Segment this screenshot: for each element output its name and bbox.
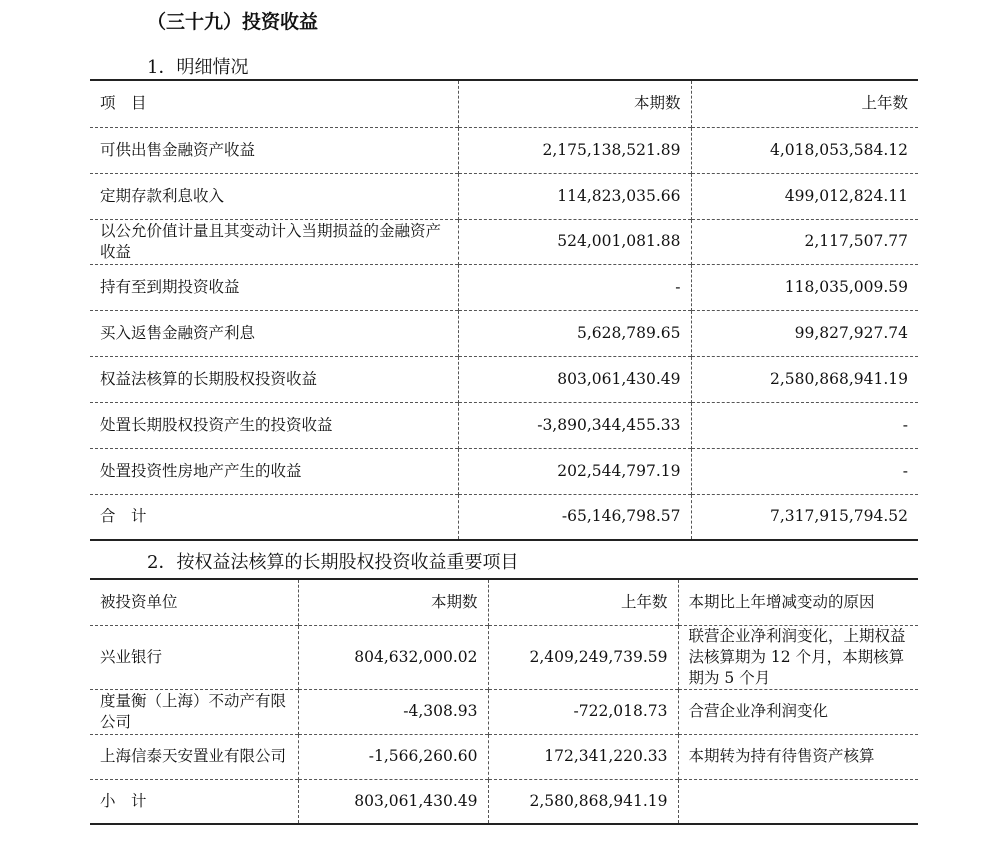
row-item: 处置长期股权投资产生的投资收益	[90, 402, 458, 448]
row-current: -	[458, 264, 691, 310]
header-prior: 上年数	[691, 80, 918, 127]
table-row	[90, 356, 918, 402]
header-prior: 上年数	[488, 579, 678, 625]
row-prior: 4,018,053,584.12	[691, 127, 918, 173]
section-title: （三十九）投资收益	[147, 11, 319, 33]
subtotal-current: 803,061,430.49	[298, 779, 488, 824]
row-current: 803,061,430.49	[458, 356, 691, 402]
row-item: 权益法核算的长期股权投资收益	[90, 356, 458, 402]
row-prior: 99,827,927.74	[691, 310, 918, 356]
table-row	[90, 625, 918, 689]
total-prior: 7,317,915,794.52	[691, 494, 918, 540]
row-prior: 172,341,220.33	[488, 734, 678, 779]
row-prior: 2,409,249,739.59	[488, 625, 678, 689]
row-current: 5,628,789.65	[458, 310, 691, 356]
row-item: 以公允价值计量且其变动计入当期损益的金融资产收益	[90, 219, 458, 264]
table-row	[90, 689, 918, 734]
header-item: 项 目	[90, 80, 458, 127]
row-unit: 兴业银行	[90, 625, 298, 689]
row-current: 202,544,797.19	[458, 448, 691, 494]
row-reason: 联营企业净利润变化，上期权益法核算期为 12 个月，本期核算期为 5 个月	[678, 625, 918, 689]
row-reason: 本期转为持有待售资产核算	[678, 734, 918, 779]
row-current: 804,632,000.02	[298, 625, 488, 689]
row-item: 持有至到期投资收益	[90, 264, 458, 310]
row-unit: 度量衡（上海）不动产有限公司	[90, 689, 298, 734]
table2-title: 2．按权益法核算的长期股权投资收益重要项目	[147, 552, 519, 573]
row-current: -4,308.93	[298, 689, 488, 734]
table-row	[90, 219, 918, 264]
table-row	[90, 173, 918, 219]
row-current: 114,823,035.66	[458, 173, 691, 219]
row-reason: 合营企业净利润变化	[678, 689, 918, 734]
header-current: 本期数	[298, 579, 488, 625]
table-header-row	[90, 80, 918, 127]
subtotal-prior: 2,580,868,941.19	[488, 779, 678, 824]
row-current: 524,001,081.88	[458, 219, 691, 264]
table-row	[90, 402, 918, 448]
total-current: -65,146,798.57	[458, 494, 691, 540]
row-item: 处置投资性房地产产生的收益	[90, 448, 458, 494]
row-prior: 118,035,009.59	[691, 264, 918, 310]
header-reason: 本期比上年增减变动的原因	[678, 579, 918, 625]
investment-income-detail-table	[90, 79, 918, 541]
total-label: 合 计	[90, 494, 458, 540]
header-unit: 被投资单位	[90, 579, 298, 625]
table-row	[90, 127, 918, 173]
row-prior: 2,117,507.77	[691, 219, 918, 264]
row-item: 定期存款利息收入	[90, 173, 458, 219]
row-prior: -	[691, 402, 918, 448]
table-row	[90, 448, 918, 494]
header-current: 本期数	[458, 80, 691, 127]
table-row	[90, 310, 918, 356]
row-prior: -722,018.73	[488, 689, 678, 734]
subtotal-label: 小 计	[90, 779, 298, 824]
row-unit: 上海信泰天安置业有限公司	[90, 734, 298, 779]
row-item: 买入返售金融资产利息	[90, 310, 458, 356]
row-prior: 2,580,868,941.19	[691, 356, 918, 402]
subtotal-reason	[678, 779, 918, 824]
row-current: -1,566,260.60	[298, 734, 488, 779]
equity-method-income-table	[90, 578, 918, 825]
table-header-row	[90, 579, 918, 625]
table1-title: 1．明细情况	[147, 57, 249, 78]
table-row	[90, 734, 918, 779]
row-item: 可供出售金融资产收益	[90, 127, 458, 173]
row-prior: -	[691, 448, 918, 494]
table-row	[90, 264, 918, 310]
row-current: 2,175,138,521.89	[458, 127, 691, 173]
row-current: -3,890,344,455.33	[458, 402, 691, 448]
subtotal-row	[90, 779, 918, 824]
row-prior: 499,012,824.11	[691, 173, 918, 219]
total-row	[90, 494, 918, 540]
